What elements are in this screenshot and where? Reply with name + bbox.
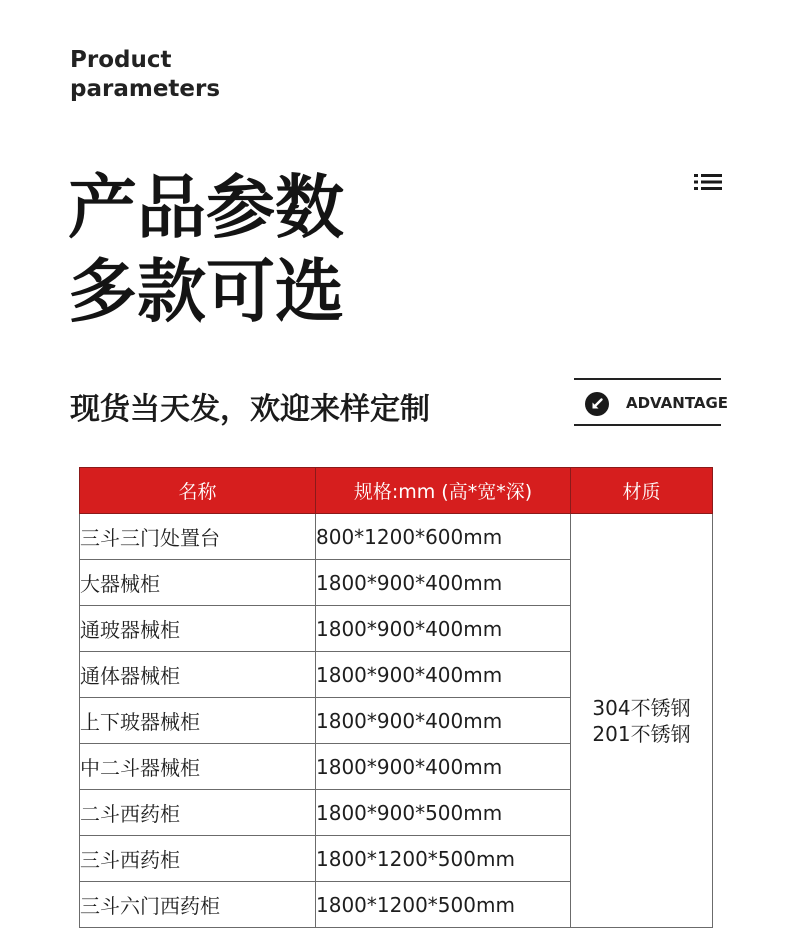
product-name: 三斗西药柜 — [80, 836, 316, 882]
table-header-row — [80, 468, 713, 514]
product-material — [571, 514, 713, 928]
product-name: 大器械柜 — [80, 560, 316, 606]
chinese-title — [68, 166, 344, 334]
material-line1: 304不锈钢 — [592, 695, 691, 720]
product-name: 上下玻器械柜 — [80, 698, 316, 744]
chinese-title-line1: 产品参数 — [68, 168, 344, 248]
product-size: 1800*900*400mm — [316, 744, 571, 790]
material-line2: 201不锈钢 — [592, 721, 691, 746]
chinese-title-line2: 多款可选 — [68, 252, 344, 332]
header-size: 规格:mm (高*宽*深) — [316, 468, 571, 514]
header-name: 名称 — [80, 468, 316, 514]
advantage-badge — [574, 378, 729, 426]
product-size: 1800*1200*500mm — [316, 836, 571, 882]
product-name: 三斗三门处置台 — [80, 514, 316, 560]
product-size: 1800*900*400mm — [316, 560, 571, 606]
header-material: 材质 — [571, 468, 713, 514]
product-size: 1800*900*400mm — [316, 698, 571, 744]
product-name: 通玻器械柜 — [80, 606, 316, 652]
product-size: 1800*1200*500mm — [316, 882, 571, 928]
product-name: 通体器械柜 — [80, 652, 316, 698]
list-icon[interactable] — [694, 173, 722, 191]
table-row — [80, 514, 713, 560]
product-size: 1800*900*500mm — [316, 790, 571, 836]
product-name: 中二斗器械柜 — [80, 744, 316, 790]
subtitle: 现货当天发，欢迎来样定制 — [70, 392, 430, 427]
product-size: 1800*900*400mm — [316, 652, 571, 698]
product-name: 二斗西药柜 — [80, 790, 316, 836]
product-size: 1800*900*400mm — [316, 606, 571, 652]
product-name: 三斗六门西药柜 — [80, 882, 316, 928]
arrow-circle-icon — [585, 392, 609, 416]
english-title-line2: parameters — [70, 76, 221, 102]
parameters-table — [79, 467, 713, 928]
advantage-label: ADVANTAGE — [626, 394, 729, 412]
product-size: 800*1200*600mm — [316, 514, 571, 560]
english-title — [70, 46, 220, 104]
english-title-line1: Product — [70, 47, 172, 73]
